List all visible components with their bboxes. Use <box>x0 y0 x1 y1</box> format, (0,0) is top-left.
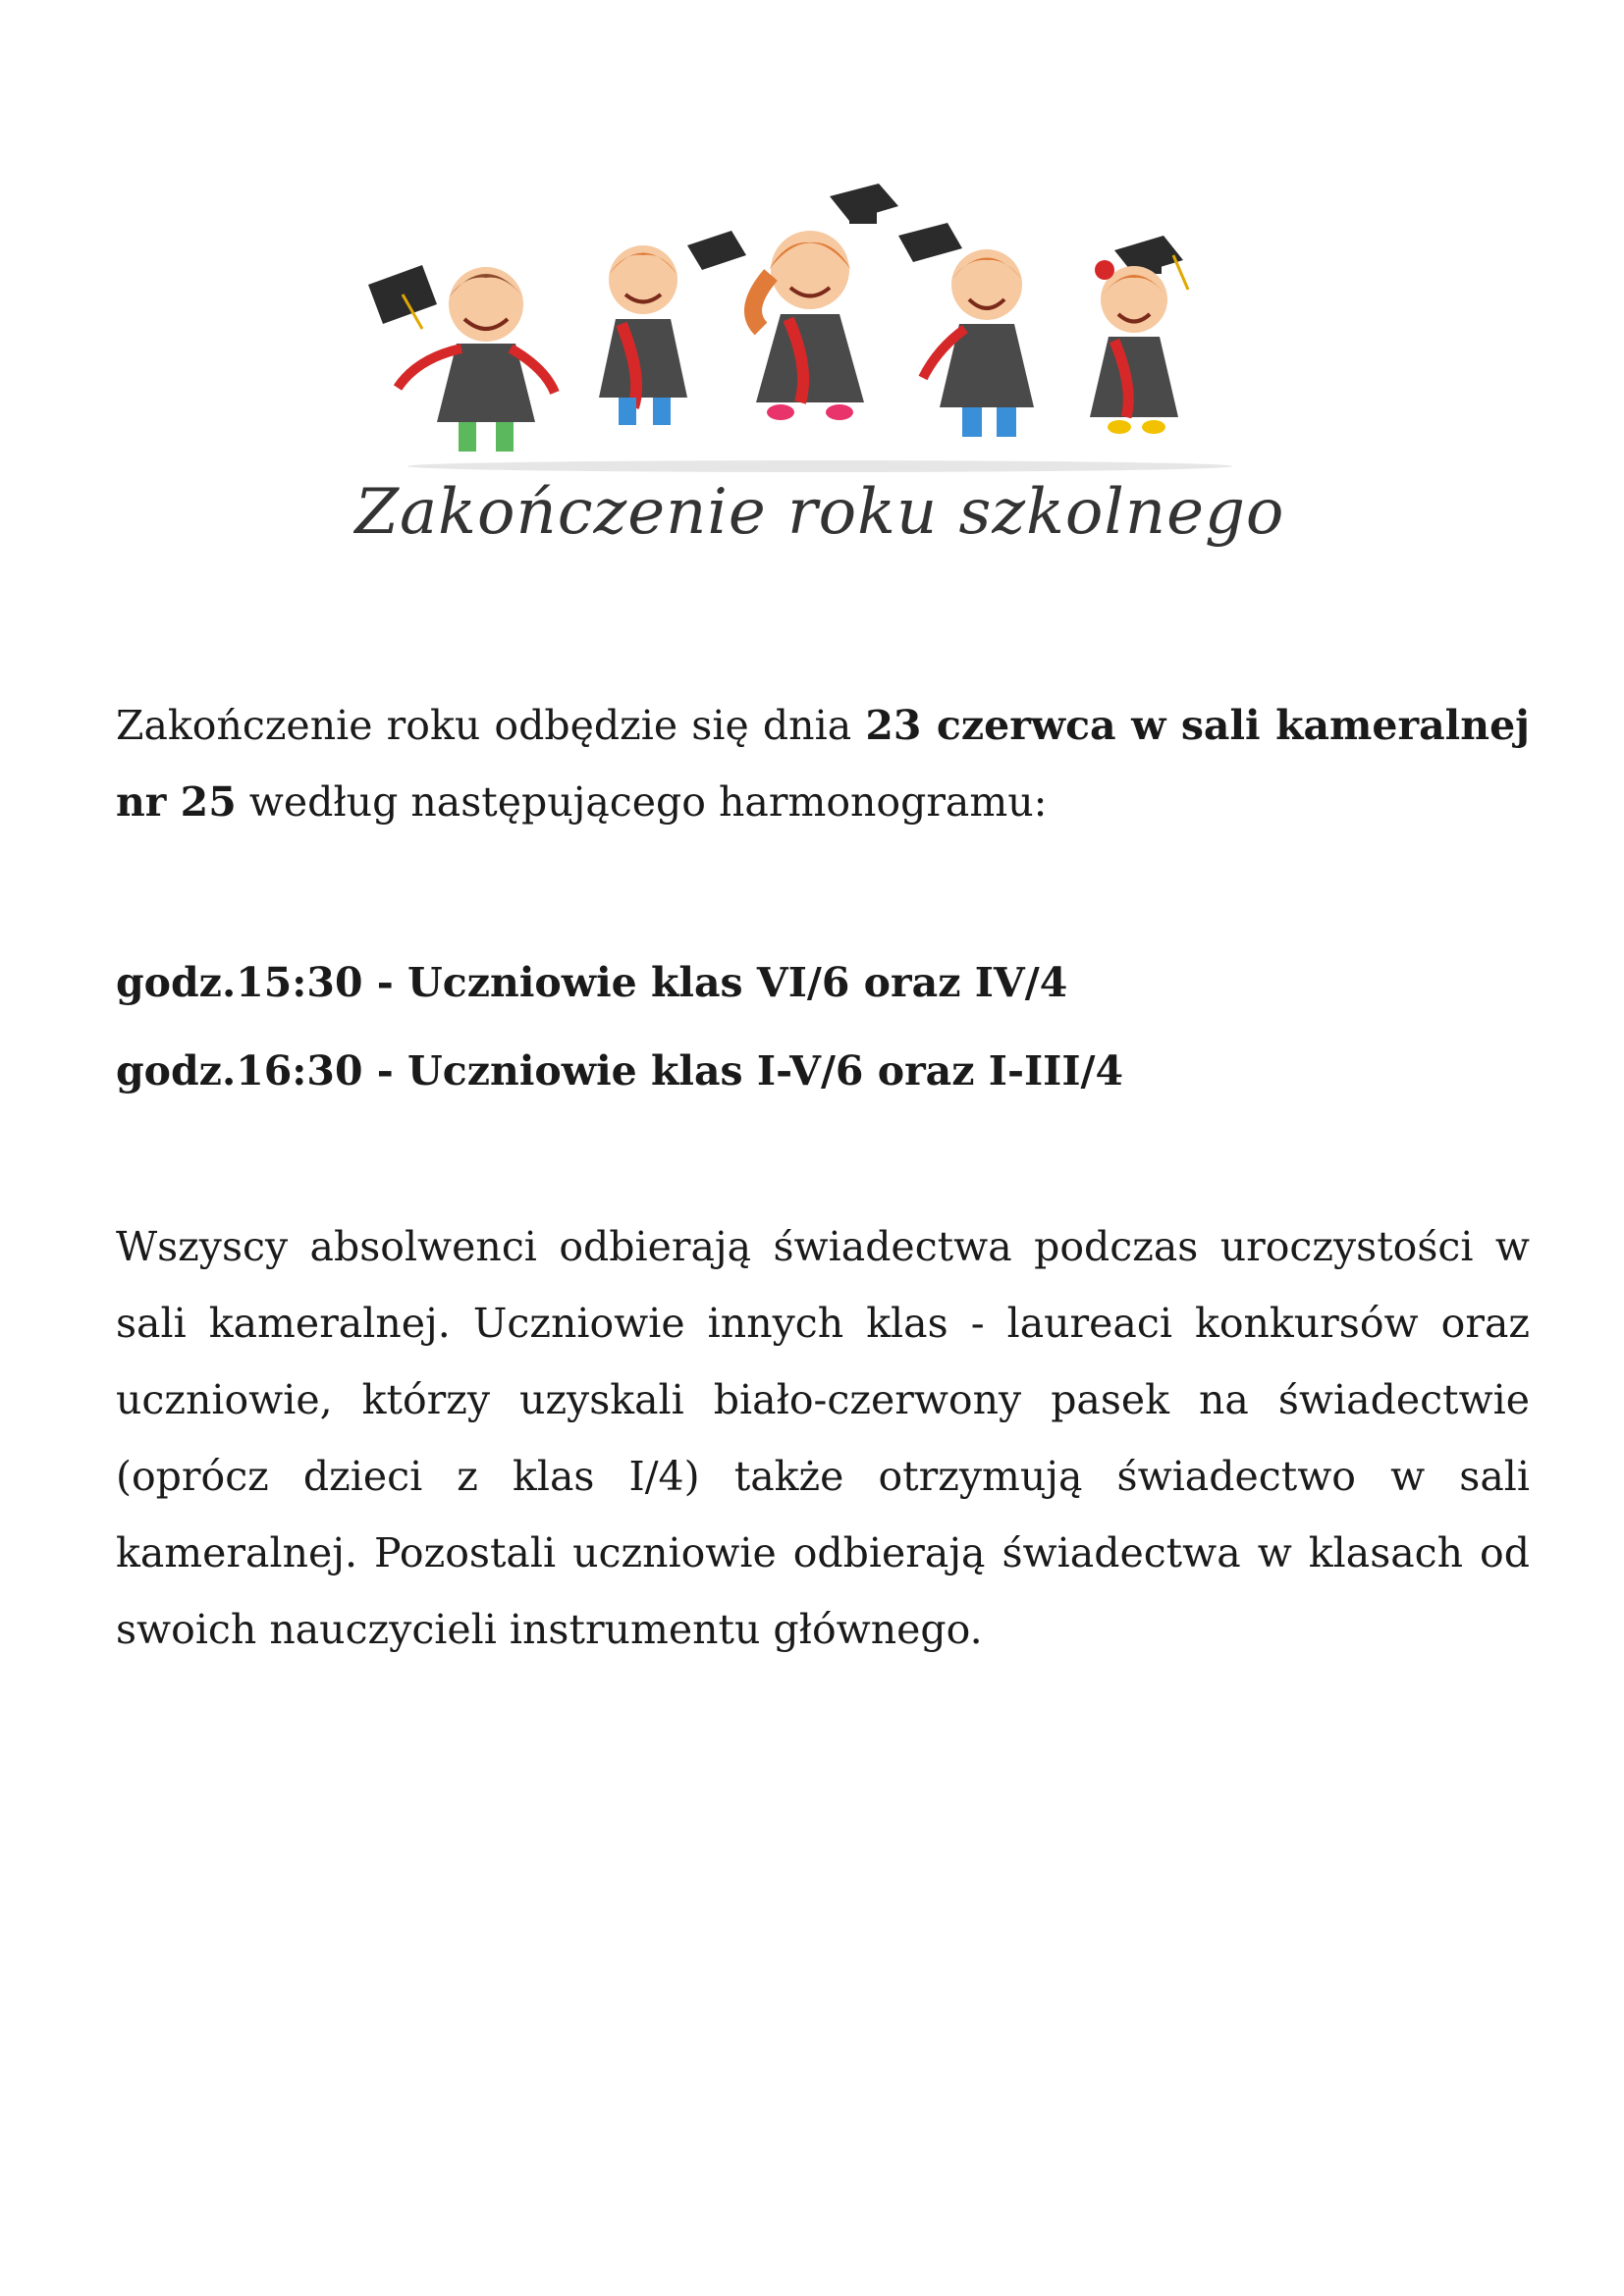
graduates-illustration <box>349 182 1291 476</box>
child-figure <box>753 231 864 420</box>
graduation-cap-icon <box>368 265 437 329</box>
schedule-item: godz.15:30 - Uczniowie klas VI/6 oraz IV/4 <box>116 959 1068 1006</box>
schedule-item: godz.16:30 - Uczniowie klas I-V/6 oraz I-III/4 <box>116 1047 1124 1095</box>
child-figure <box>1090 260 1178 434</box>
child-figure <box>898 223 1034 437</box>
schedule-list <box>116 938 1530 1115</box>
intro-bold-date-room: 23 czerwca w sali kameralnej nr 25 <box>116 702 1530 826</box>
intro-text-start: Zakończenie roku odbędzie się dnia <box>116 702 866 749</box>
child-figure <box>599 231 746 425</box>
graduation-banner <box>349 182 1291 584</box>
graduation-cap-icon <box>830 184 898 224</box>
note-paragraph: Wszyscy absolwenci odbierają świadectwa podczas uroczystości w sali kameralnej. Uczniowie innych klas - laureaci konkursów oraz uczniowie, którzy uzyskali biało-czerwony pasek na świadectwie (oprócz dzieci z klas I/4) także otrzymują świadectwo w sali kameralnej. Pozostali uczniowie odbierają świadectwa w klasach od swoich nauczycieli instrumentu głównego. <box>116 1223 1530 1653</box>
banner-caption: Zakończenie roku szkolnego <box>354 476 1285 549</box>
document-body <box>116 687 1530 1708</box>
intro-paragraph <box>116 687 1530 840</box>
intro-text-end: według następującego harmonogramu: <box>236 778 1048 826</box>
